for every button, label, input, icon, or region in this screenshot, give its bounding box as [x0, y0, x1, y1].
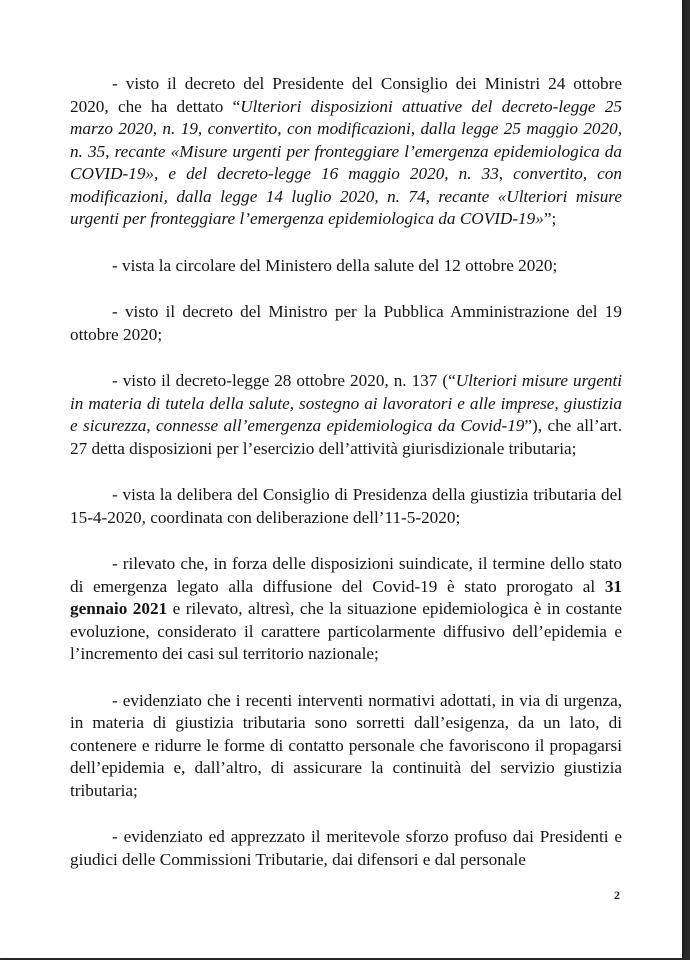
italic-run: Ulteriori misure urgenti in materia di tutela della salute, sostegno ai lavoratori e alle imprese, giustizia e sicurezza, connesse all’emergenza epidemiologica da Covid-19: [70, 371, 622, 435]
text-run: ”;: [543, 209, 557, 228]
paragraph: [70, 73, 622, 231]
text-run: - vista la delibera del Consiglio di Presidenza della giustizia tributaria del 15-4-2020, coordinata con deliberazione dell’11-5-2020;: [70, 485, 622, 527]
paragraph: [70, 370, 622, 460]
text-run: - rilevato che, in forza delle disposizioni suindicate, il termine dello stato di emergenza legato alla diffusione del Covid-19 è stato prorogato al: [70, 554, 622, 596]
text-run: e rilevato, altresì, che la situazione epidemiologica è in costante evoluzione, considerato il carattere particolarmente diffusivo dell’epidemia e l’incremento dei casi sul territorio nazionale;: [70, 599, 622, 663]
text-run: ”), che all’art. 27 detta disposizioni per l’esercizio dell’attività giurisdizionale tributaria;: [70, 416, 622, 458]
paragraph: [70, 484, 622, 529]
document-body: [70, 73, 622, 871]
paragraph: [70, 553, 622, 666]
italic-run: Ulteriori disposizioni attuative del decreto-legge 25 marzo 2020, n. 19, convertito, con modificazioni, dalla legge 25 maggio 2020, n. 35, recante «Misure urgenti per fronteggiare l’emergenza epidemiologica da COVID-19», e del decreto-legge 16 maggio 2020, n. 33, convertito, con modificazioni, dalla legge 14 luglio 2020, n. 74, recante «Ulteriori misure urgenti per fronteggiare l’emergenza epidemiologica da COVID-19»: [70, 96, 622, 228]
text-run: - vista la circolare del Ministero della salute del 12 ottobre 2020;: [112, 255, 558, 275]
paragraph: [70, 301, 622, 346]
text-run: - visto il decreto-legge 28 ottobre 2020, n. 137 (“: [112, 371, 456, 390]
paragraph: [70, 826, 622, 871]
text-run: - evidenziato che i recenti interventi normativi adottati, in via di urgenza, in materia di giustizia tributaria sono sorretti dall’esigenza, da un lato, di contenere e ridurre le forme di contatto personale che favoriscono il propagarsi dell’epidemia e, dall’altro, di assicurare la continuità del servizio giustizia tributaria;: [70, 690, 622, 800]
page-number: 2: [614, 888, 620, 902]
text-run: - visto il decreto del Presidente del Consiglio dei Ministri 24 ottobre 2020, che ha dettato “: [70, 74, 622, 116]
paragraph: [70, 255, 622, 278]
text-run: - visto il decreto del Ministro per la Pubblica Amministrazione del 19 ottobre 2020;: [70, 302, 622, 344]
bold-run: 31 gennaio 2021: [70, 576, 622, 618]
text-run: - evidenziato ed apprezzato il meritevole sforzo profuso dai Presidenti e giudici delle Commissioni Tributarie, dai difensori e dal personale: [70, 827, 622, 869]
paragraph: [70, 690, 622, 803]
